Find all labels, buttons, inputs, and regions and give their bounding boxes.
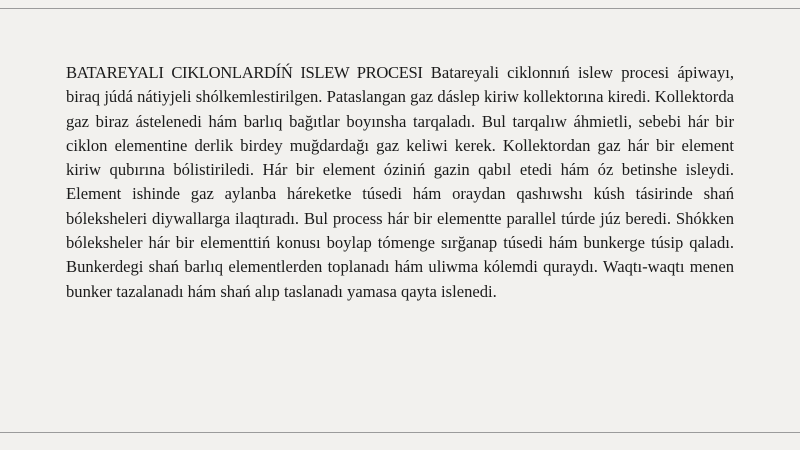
document-paragraph [66,61,734,304]
bottom-divider [0,432,800,433]
document-heading: BATAREYALI CIKLONLARDÍŃ ISLEW PROCESI [66,63,423,82]
document-body-text: Batareyali ciklonnıń islew procesi ápiwayı, biraq júdá nátiyjeli shólkemlestirilgen. Pataslangan gaz dáslep kiriw kollektorına kiredi. Kollektorda gaz biraz ástelenedi hám barlıq bağıtlar boyınsha tarqaladı. Bul tarqalıw áhmietli, sebebi hár bir ciklon elementine derlik birdey muğdardağı gaz keliwi kerek. Kollektordan gaz hár bir element kiriw qubırına bólistiriledi. Hár bir element óziniń gazin qabıl etedi hám óz betinshe isleydi. Element ishinde gaz aylanba háreketke túsedi hám oraydan qashıwshı kúsh tásirinde shań bóleksheleri diywallarga ilaqtıradı. Bul process hár bir elementte parallel túrde júz beredi. Shókken bóleksheler hár bir elementtiń konusı boylap tómenge sırğanap túsedi hám bunkerge túsip qaladı. Bunkerdegi shań barlıq elementlerden toplanadı hám uliwma kólemdi quraydı. Waqtı-waqtı menen bunker tazalanadı hám shań alıp taslanadı yamasa qayta islenedi. [66,63,734,301]
top-divider [0,8,800,9]
